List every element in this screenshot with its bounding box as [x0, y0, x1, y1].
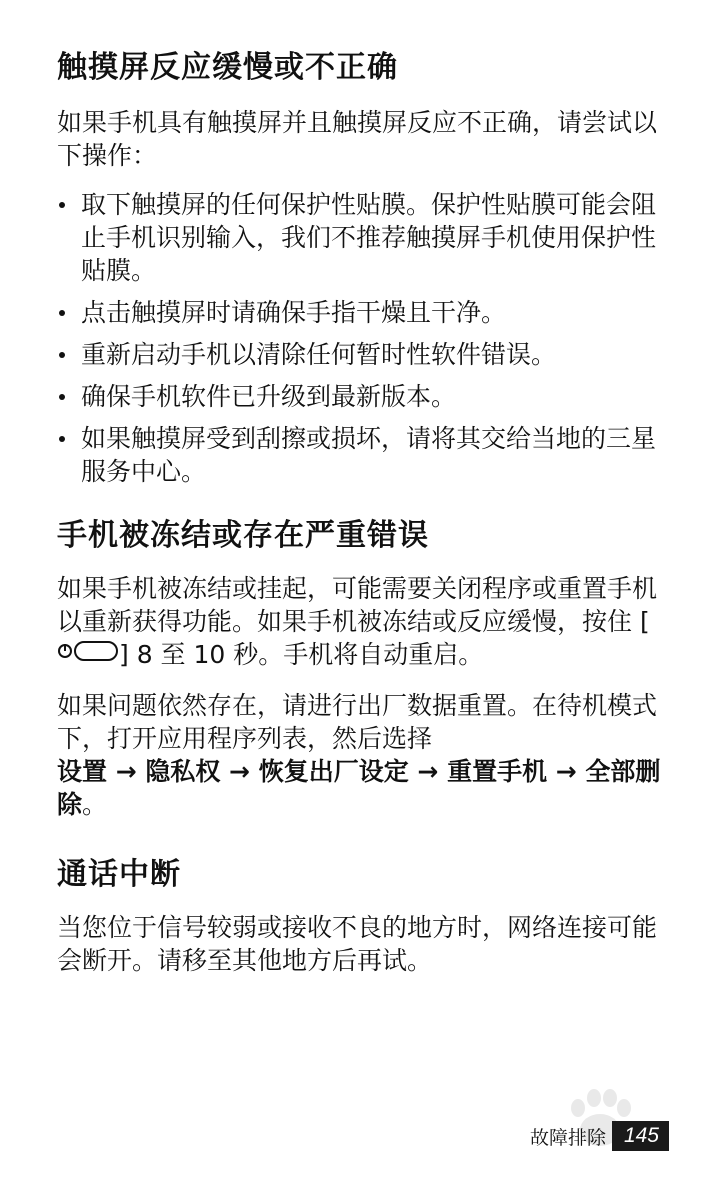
list-item-text: 点击触摸屏时请确保手指干燥且干净。 — [81, 298, 507, 327]
page-footer — [530, 1120, 669, 1152]
menu-path-end: 。 — [82, 789, 108, 819]
list-item-text: 取下触摸屏的任何保护性贴膜。保护性贴膜可能会阻止手机识别输入，我们不推荐触摸屏手机使用保护性贴膜。 — [81, 190, 657, 285]
frozen-text-after-key: ] 8 至 10 秒。手机将自动重启。 — [119, 640, 484, 669]
frozen-text-before-key: 如果手机被冻结或挂起，可能需要关闭程序或重置手机以重新获得功能。如果手机被冻结或反应缓慢，按住 [ — [57, 574, 658, 636]
list-item — [57, 188, 672, 287]
list-item — [57, 338, 672, 371]
section-title-frozen: 手机被冻结或存在严重错误 — [57, 518, 429, 553]
bullet-dot-icon — [59, 310, 65, 316]
touchscreen-tips-list — [57, 188, 672, 488]
bullet-dot-icon — [59, 394, 65, 400]
call-drop-paragraph: 当您位于信号较弱或接收不良的地方时，网络连接可能会断开。请移至其他地方后再试。 — [57, 912, 658, 975]
section-title-touchscreen: 触摸屏反应缓慢或不正确 — [57, 50, 398, 85]
list-item-text: 重新启动手机以清除任何暂时性软件错误。 — [81, 340, 557, 369]
menu-path: 设置 → 隐私权 → 恢复出厂设定 → 重置手机 → 全部删除 — [57, 756, 661, 819]
page-number: 145 — [612, 1121, 669, 1151]
list-item — [57, 380, 672, 413]
footer-section-label: 故障排除 — [529, 1126, 606, 1149]
bullet-dot-icon — [59, 352, 65, 358]
frozen-paragraph-1 — [57, 572, 672, 673]
frozen-paragraph-2 — [57, 689, 672, 821]
power-key-icon — [57, 638, 119, 671]
list-item — [57, 296, 672, 329]
frozen-reset-text: 如果问题依然存在，请进行出厂数据重置。在待机模式下，打开应用程序列表，然后选择 — [57, 690, 658, 753]
bullet-dot-icon — [59, 436, 65, 442]
list-item-text: 如果触摸屏受到刮擦或损坏，请将其交给当地的三星服务中心。 — [81, 424, 657, 486]
page-content — [57, 48, 672, 977]
section-title-call-drop: 通话中断 — [57, 856, 181, 892]
section-intro-touchscreen: 如果手机具有触摸屏并且触摸屏反应不正确，请尝试以下操作： — [57, 108, 658, 170]
list-item-text: 确保手机软件已升级到最新版本。 — [81, 382, 457, 411]
bullet-dot-icon — [59, 202, 65, 208]
list-item — [57, 422, 672, 488]
